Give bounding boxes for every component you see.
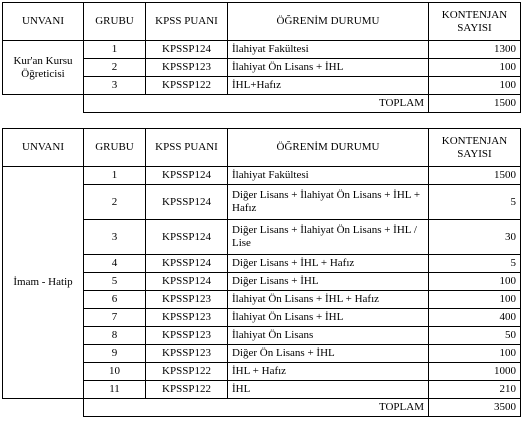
kpss-cell: KPSSP122 (146, 381, 228, 399)
kpss-cell: KPSSP124 (146, 185, 228, 220)
ogrenim-cell: İlahiyat Fakültesi (228, 41, 429, 59)
kontenjan-cell: 5 (429, 255, 521, 273)
grup-cell: 10 (84, 363, 146, 381)
kontenjan-cell: 100 (429, 273, 521, 291)
grup-cell: 4 (84, 255, 146, 273)
ogrenim-cell: İlahiyat Ön Lisans + İHL (228, 59, 429, 77)
table-row (3, 41, 521, 59)
header-ogrenim-durumu: ÖĞRENİM DURUMU (228, 3, 429, 41)
kpss-cell: KPSSP124 (146, 220, 228, 255)
kpss-cell: KPSSP122 (146, 77, 228, 95)
unvan-cell: İmam - Hatip (3, 167, 84, 399)
unvan-cell: Kur'an Kursu Öğreticisi (3, 41, 84, 95)
ogrenim-cell: İHL+Hafız (228, 77, 429, 95)
kontenjan-cell: 30 (429, 220, 521, 255)
ogrenim-cell: Diğer Lisans + İlahiyat Ön Lisans + İHL / Lise (228, 220, 429, 255)
ogrenim-cell: İHL (228, 381, 429, 399)
grup-cell: 5 (84, 273, 146, 291)
kpss-cell: KPSSP124 (146, 167, 228, 185)
ogrenim-cell: İlahiyat Fakültesi (228, 167, 429, 185)
kontenjan-cell: 5 (429, 185, 521, 220)
kpss-cell: KPSSP124 (146, 41, 228, 59)
total-row (3, 399, 521, 417)
kpss-cell: KPSSP123 (146, 59, 228, 77)
kpss-cell: KPSSP124 (146, 273, 228, 291)
empty-cell (3, 399, 84, 417)
kontenjan-cell: 1300 (429, 41, 521, 59)
grup-cell: 3 (84, 77, 146, 95)
kuran-kursu-table (2, 2, 521, 113)
imam-hatip-table (2, 128, 521, 417)
kontenjan-cell: 400 (429, 309, 521, 327)
kontenjan-cell: 100 (429, 59, 521, 77)
header-kpss-puani: KPSS PUANI (146, 129, 228, 167)
kontenjan-cell: 100 (429, 77, 521, 95)
ogrenim-cell: Diğer Lisans + İlahiyat Ön Lisans + İHL + Hafız (228, 185, 429, 220)
ogrenim-cell: İlahiyat Ön Lisans + İHL + Hafız (228, 291, 429, 309)
grup-cell: 9 (84, 345, 146, 363)
ogrenim-cell: Diğer Lisans + İHL + Hafız (228, 255, 429, 273)
ogrenim-cell: İlahiyat Ön Lisans (228, 327, 429, 345)
grup-cell: 6 (84, 291, 146, 309)
kpss-cell: KPSSP123 (146, 327, 228, 345)
ogrenim-cell: İHL + Hafız (228, 363, 429, 381)
kontenjan-cell: 50 (429, 327, 521, 345)
total-label: TOPLAM (84, 399, 429, 417)
grup-cell: 1 (84, 41, 146, 59)
grup-cell: 7 (84, 309, 146, 327)
grup-cell: 1 (84, 167, 146, 185)
kontenjan-cell: 1000 (429, 363, 521, 381)
kontenjan-cell: 100 (429, 345, 521, 363)
ogrenim-cell: Diğer Ön Lisans + İHL (228, 345, 429, 363)
ogrenim-cell: İlahiyat Ön Lisans + İHL (228, 309, 429, 327)
empty-cell (3, 95, 84, 113)
grup-cell: 11 (84, 381, 146, 399)
total-row (3, 95, 521, 113)
kpss-cell: KPSSP124 (146, 255, 228, 273)
table-row (3, 167, 521, 185)
header-grubu: GRUBU (84, 3, 146, 41)
kontenjan-cell: 1500 (429, 167, 521, 185)
header-kontenjan-sayisi: KONTENJAN SAYISI (429, 129, 521, 167)
total-label: TOPLAM (84, 95, 429, 113)
header-unvani: UNVANI (3, 3, 84, 41)
header-grubu: GRUBU (84, 129, 146, 167)
header-kpss-puani: KPSS PUANI (146, 3, 228, 41)
kontenjan-cell: 210 (429, 381, 521, 399)
header-row (3, 129, 521, 167)
kontenjan-cell: 100 (429, 291, 521, 309)
kpss-cell: KPSSP123 (146, 309, 228, 327)
grup-cell: 2 (84, 59, 146, 77)
total-value: 1500 (429, 95, 521, 113)
kpss-cell: KPSSP123 (146, 291, 228, 309)
ogrenim-cell: Diğer Lisans + İHL (228, 273, 429, 291)
header-unvani: UNVANI (3, 129, 84, 167)
grup-cell: 8 (84, 327, 146, 345)
kpss-cell: KPSSP122 (146, 363, 228, 381)
header-kontenjan-sayisi: KONTENJAN SAYISI (429, 3, 521, 41)
grup-cell: 2 (84, 185, 146, 220)
total-value: 3500 (429, 399, 521, 417)
header-row (3, 3, 521, 41)
grup-cell: 3 (84, 220, 146, 255)
header-ogrenim-durumu: ÖĞRENİM DURUMU (228, 129, 429, 167)
kpss-cell: KPSSP123 (146, 345, 228, 363)
